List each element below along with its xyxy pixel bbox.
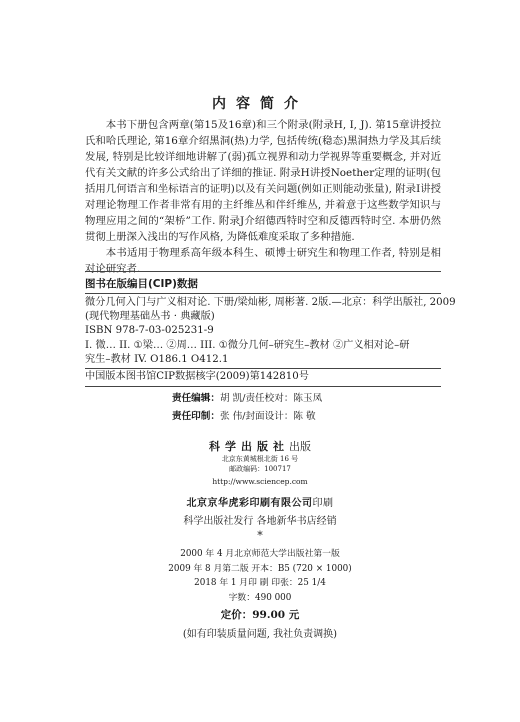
summary-title: 内容简介 xyxy=(212,96,308,112)
classification-line: I. 微… II. ①梁… ②周… III. ①微分几何–研究生–教材 ②广义相对论–研 xyxy=(85,340,410,351)
cip-line: 微分几何入门与广义相对论. 下册/梁灿彬, 周彬著. 2版.—北京：科学出版社, 2009 xyxy=(85,297,456,308)
quality-note: (如有印装质量问题, 我社负责调换) xyxy=(182,629,338,640)
credit-value: 胡 凯/责任校对：陈玉凤 xyxy=(219,393,323,404)
credits-line-2 xyxy=(172,409,316,425)
divider-top xyxy=(85,271,441,272)
edition-line-1: 2000 年 4 月北京师范大学出版社第一版 xyxy=(180,549,340,559)
price: 定价：99.00 元 xyxy=(220,609,300,621)
printer-name: 北京京华虎彩印刷有限公司 xyxy=(186,498,313,509)
printer-line xyxy=(0,494,520,509)
credit-label: 责任编辑： xyxy=(172,393,220,404)
publisher-name-text: 科学出版社 xyxy=(209,440,289,453)
distribution-line: 科学出版社发行 各地新华书店经销 xyxy=(183,516,337,527)
cip-record xyxy=(85,296,456,338)
divider-cip xyxy=(85,293,441,294)
edition-line-2: 2009 年 8 月第二版 开本：B5 (720 × 1000) xyxy=(168,564,352,574)
divider-classification xyxy=(85,368,441,369)
credit-value: 张 伟/封面设计：陈 敬 xyxy=(219,411,316,422)
summary-body xyxy=(85,117,441,277)
credit-label: 责任印制： xyxy=(172,411,220,422)
word-count: 字数：490 000 xyxy=(228,593,292,603)
cip-line: ISBN 978-7-03-025231-9 xyxy=(85,325,214,336)
divider-bottom xyxy=(85,386,441,387)
edition-line-3: 2018 年 1 月印 刷 印张：25 1/4 xyxy=(194,578,326,588)
cip-line: (现代物理基础丛书 · 典藏版) xyxy=(85,311,215,322)
credits-line-1 xyxy=(172,391,322,407)
publisher-website: http://www.sciencep.com xyxy=(212,477,308,486)
cip-heading: 图书在版编目(CIP)数据 xyxy=(85,278,198,290)
separator-asterisk: * xyxy=(257,529,263,542)
cip-data-number: 中国版本图书馆CIP数据核字(2009)第142810号 xyxy=(85,371,309,382)
publisher-name xyxy=(0,438,520,454)
printer-suffix: 印刷 xyxy=(312,498,334,509)
publisher-postcode: 邮政编码：100717 xyxy=(229,465,291,473)
publisher-name-suffix: 出版 xyxy=(289,440,311,453)
classification-line: 究生–教材 IV. O186.1 O412.1 xyxy=(85,354,229,365)
summary-paragraph-1: 本书下册包含两章(第15及16章)和三个附录(附录H, I, J). 第15章讲授拉氏和哈氏理论, 第16章介绍黑洞(热)力学, 包括传统(稳态)黑洞热力学及其后续发展, 特别是比较详细地讲解了(弱)孤立视界和动力学视界等重要概念, 并对近代有关文献的许多公式给出了详细的推证. 附录H讲授Noether定理的证明(包括用几何语言和坐标语言的证明)以及有关问题(例如正则能动张量), 附录I讲授对理论物理工作者非常有用的主纤维丛和伴纤维丛, 并着意于这些数学知识与物理应用之间的“架桥”工作. 附录J介绍德西特时空和反德西特时空. 本册仍然贯彻上册深入浅出的写作风格, 为降低难度采取了多种措施. xyxy=(85,119,441,243)
summary-paragraph-2: 本书适用于物理系高年级本科生、硕博士研究生和物理工作者, 特别是相对论研究者. xyxy=(85,247,441,275)
cip-classification xyxy=(85,339,441,367)
publisher-address: 北京东黄城根北街 16 号 xyxy=(221,455,299,463)
